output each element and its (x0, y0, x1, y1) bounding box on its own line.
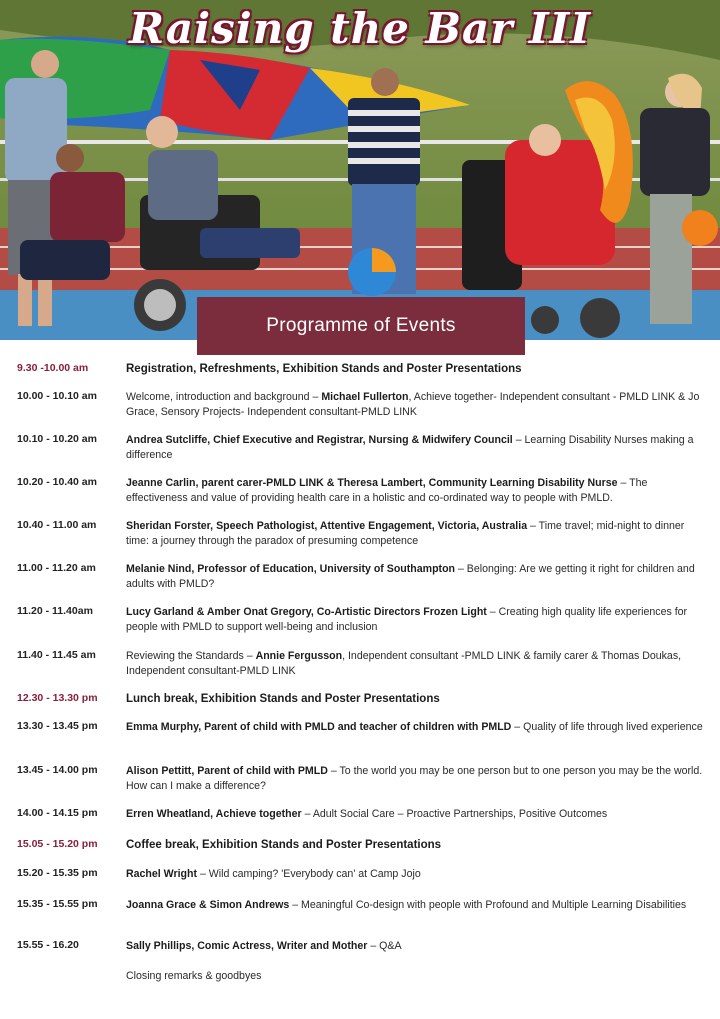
event-time: 15.55 - 16.20 (17, 939, 79, 951)
event-time: 10.20 - 10.40 am (17, 476, 97, 488)
event-topic: – Adult Social Care – Proactive Partnerships, Positive Outcomes (301, 808, 608, 820)
event-speaker: Annie Fergusson (255, 650, 343, 662)
event-topic: – Q&A (367, 940, 402, 952)
programme-banner: Programme of Events (197, 297, 525, 355)
event-description (126, 562, 704, 592)
event-description (126, 764, 704, 794)
event-topic: , Independent consultant -PMLD LINK & family carer & Thomas Doukas, Independent consultant-PMLD LINK (126, 650, 682, 677)
event-speaker: Lucy Garland & Amber Onat Gregory, Co-Artistic Directors Frozen Light (126, 606, 487, 618)
event-speaker: Registration, Refreshments, Exhibition Stands and Poster Presentations (126, 363, 522, 375)
header-photo (0, 0, 720, 340)
event-speaker: Andrea Sutcliffe, Chief Executive and Registrar, Nursing & Midwifery Council (126, 434, 513, 446)
event-text: Welcome, introduction and background – (126, 391, 322, 403)
event-description (126, 390, 704, 420)
event-time: 9.30 -10.00 am (17, 362, 89, 374)
event-description (126, 969, 704, 984)
event-description (126, 362, 704, 377)
event-topic: , Achieve together- Independent consultant - PMLD LINK & Jo Grace, Sensory Projects- Independent consultant-PMLD LINK (126, 391, 700, 418)
event-description (126, 605, 704, 635)
event-topic: – The effectiveness and value of providing health care in a holistic and co-ordinated way to people with PMLD. (126, 477, 648, 504)
event-speaker: Coffee break, Exhibition Stands and Poster Presentations (126, 839, 442, 851)
event-description (126, 838, 704, 853)
event-topic: – Time travel; mid-night to dinner time: a journey through the paradox of presuming competence (126, 520, 685, 547)
event-description (126, 433, 704, 463)
event-text: Closing remarks & goodbyes (126, 970, 262, 982)
event-topic: – Quality of life through lived experience (511, 721, 703, 733)
page-title: Raising the Bar III (129, 4, 591, 53)
event-description (126, 720, 704, 735)
event-time: 11.20 - 11.40am (17, 605, 93, 617)
event-speaker: Jeanne Carlin, parent carer-PMLD LINK & Theresa Lambert, Community Learning Disability Nurse (126, 477, 618, 489)
event-time: 14.00 - 14.15 pm (17, 807, 98, 819)
event-description (126, 807, 704, 822)
event-topic: – Meaningful Co-design with people with Profound and Multiple Learning Disabilities (289, 899, 687, 911)
event-time: 15.05 - 15.20 pm (17, 838, 98, 850)
event-speaker: Erren Wheatland, Achieve together (126, 808, 302, 820)
event-time: 10.00 - 10.10 am (17, 390, 97, 402)
event-topic: – To the world you may be one person but to one person you may be the world. How can I make a difference? (126, 765, 703, 792)
event-speaker: Melanie Nind, Professor of Education, University of Southampton (126, 563, 456, 575)
event-time: 11.00 - 11.20 am (17, 562, 96, 574)
event-description (126, 649, 704, 679)
event-description (126, 867, 704, 882)
event-topic: – Wild camping? 'Everybody can' at Camp Jojo (197, 868, 421, 880)
event-speaker: Lunch break, Exhibition Stands and Poster Presentations (126, 693, 440, 705)
event-time: 15.20 - 15.35 pm (17, 867, 98, 879)
event-time: 13.45 - 14.00 pm (17, 764, 98, 776)
event-topic: – Belonging: Are we getting it right for children and adults with PMLD? (126, 563, 695, 590)
event-time: 13.30 - 13.45 pm (17, 720, 98, 732)
event-topic: – Creating high quality life experiences for people with PMLD to support well-being and inclusion (126, 606, 688, 633)
event-time: 10.40 - 11.00 am (17, 519, 97, 531)
event-speaker: Joanna Grace & Simon Andrews (126, 899, 290, 911)
event-description (126, 476, 704, 506)
event-description (126, 519, 704, 549)
event-topic: – Learning Disability Nurses making a difference (126, 434, 694, 461)
event-time: 11.40 - 11.45 am (17, 649, 96, 661)
event-speaker: Sally Phillips, Comic Actress, Writer and Mother (126, 940, 368, 952)
event-description (126, 939, 704, 954)
event-text: Reviewing the Standards – (126, 650, 256, 662)
event-speaker: Michael Fullerton (321, 391, 409, 403)
event-speaker: Emma Murphy, Parent of child with PMLD and teacher of children with PMLD (126, 721, 512, 733)
event-description (126, 898, 704, 913)
event-time: 15.35 - 15.55 pm (17, 898, 98, 910)
event-speaker: Alison Pettitt, Parent of child with PMLD (126, 765, 328, 777)
event-time: 12.30 - 13.30 pm (17, 692, 98, 704)
event-speaker: Rachel Wright (126, 868, 198, 880)
event-time: 10.10 - 10.20 am (17, 433, 97, 445)
event-description (126, 692, 704, 707)
event-speaker: Sheridan Forster, Speech Pathologist, Attentive Engagement, Victoria, Australia (126, 520, 528, 532)
